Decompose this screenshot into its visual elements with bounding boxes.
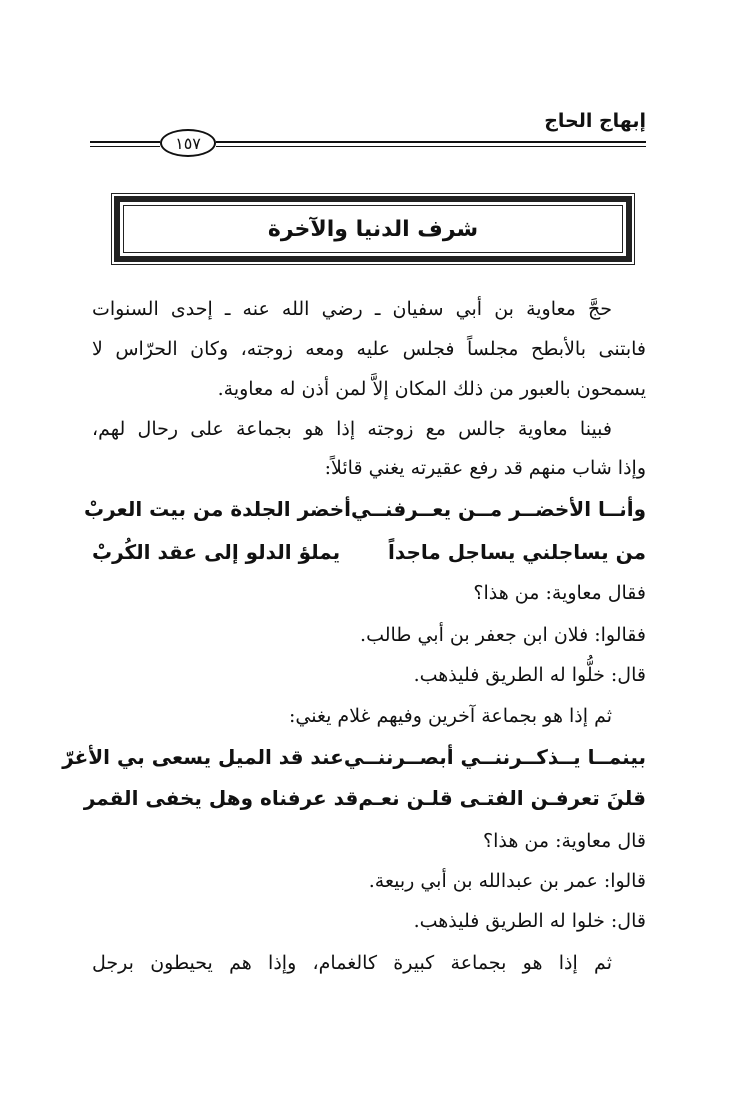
header-rule-right-thin — [216, 146, 646, 147]
chapter-title: شرف الدنيا والآخرة — [267, 216, 479, 242]
header-rule-left-thin — [90, 146, 160, 147]
text-line: فابتنى بالأبطح مجلساً فجلس عليه ومعه زوجته، وكان الحرّاس لا — [92, 338, 646, 360]
text-line: ثم إذا هو بجماعة آخرين وفيهم غلام يغني: — [288, 705, 612, 727]
verse-second-hemistich: عند قد الميل يسعى بي الأغرّ — [62, 745, 344, 769]
verse-first-hemistich: من يساجلني يساجل ماجداً — [388, 540, 646, 564]
verse-line — [62, 745, 646, 769]
verse-first-hemistich: وأنــا الأخضــر مــن يعــرفنــي — [351, 497, 646, 521]
chapter-title-frame — [114, 196, 632, 262]
text-line: قال: خلُّوا له الطريق فليذهب. — [413, 664, 646, 686]
verse-first-hemistich: بينمــا يــذكــرننــي أبصــرننــي — [343, 745, 646, 769]
header-rule-left — [90, 141, 160, 143]
text-line: وإذا شاب منهم قد رفع عقيرته يغني قائلاً: — [324, 457, 646, 479]
text-line: حجَّ معاوية بن أبي سفيان ـ رضي الله عنه ـ إحدى السنوات — [92, 298, 612, 320]
verse-line — [84, 497, 646, 521]
verse-line — [83, 786, 646, 810]
verse-first-hemistich: قلنَ تعرفـن الفتـى قلـن نعـم — [358, 786, 646, 810]
verse-second-hemistich: أخضر الجلدة من بيت العربْ — [84, 497, 352, 521]
running-title: إبهاج الحاج — [544, 110, 646, 132]
verse-second-hemistich: يملؤ الدلو إلى عقد الكُربْ — [92, 540, 341, 564]
text-line: قال: خلوا له الطريق فليذهب. — [413, 910, 646, 932]
text-line: قالوا: عمر بن عبدالله بن أبي ربيعة. — [368, 870, 646, 892]
text-line: يسمحون بالعبور من ذلك المكان إلاَّ لمن أذن له معاوية. — [217, 378, 646, 400]
header-rule-right — [216, 141, 646, 143]
text-line: فقالوا: فلان ابن جعفر بن أبي طالب. — [360, 624, 646, 646]
verse-second-hemistich: قد عرفناه وهل يخفى القمر — [83, 786, 359, 810]
page-number: ١٥٧ — [160, 129, 216, 157]
verse-line — [92, 540, 646, 564]
text-line: فبينا معاوية جالس مع زوجته إذا هو بجماعة على رحال لهم، — [92, 418, 612, 440]
text-line: قال معاوية: من هذا؟ — [483, 830, 646, 852]
text-line: فقال معاوية: من هذا؟ — [473, 582, 646, 604]
text-line: ثم إذا هو بجماعة كبيرة كالغمام، وإذا هم يحيطون برجل — [92, 952, 612, 974]
